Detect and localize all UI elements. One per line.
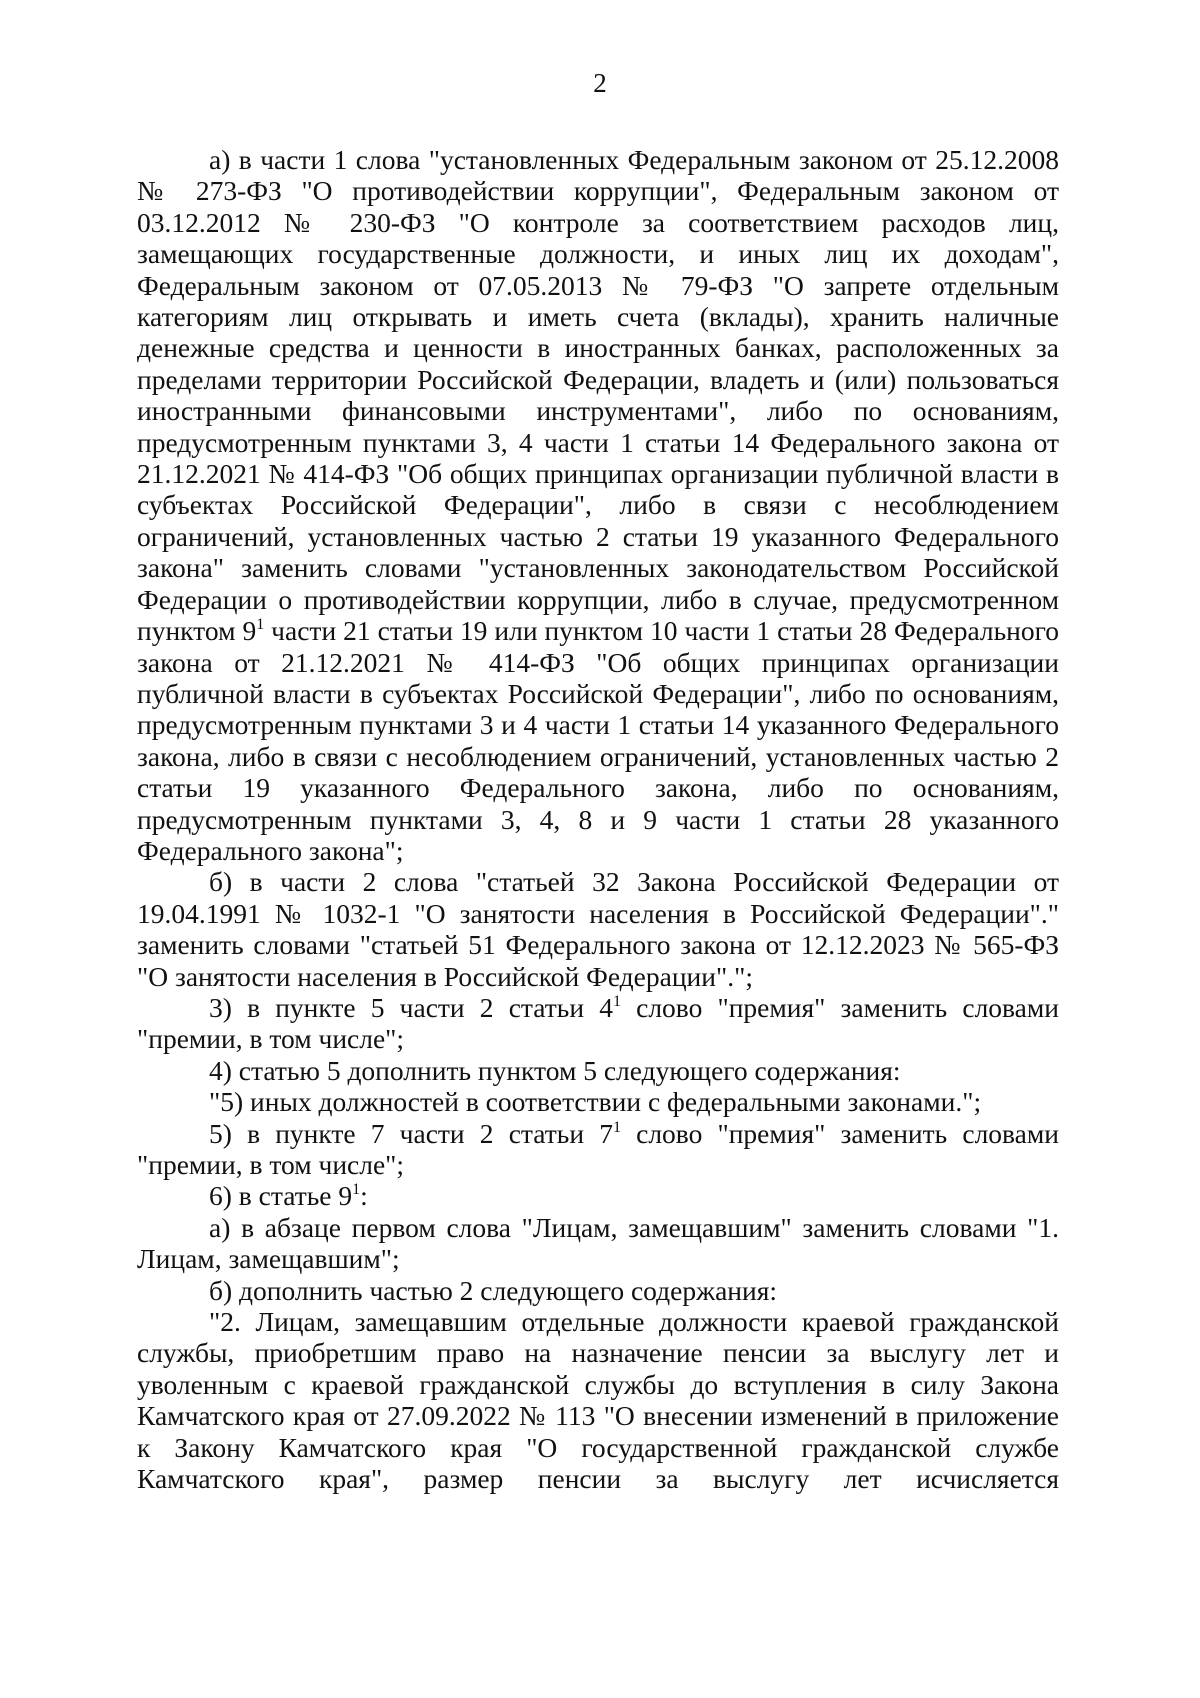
text-run: б) в части 2 слова "статьей 32 Закона Российской Федерации от 19.04.1991 № 1032-1 "О занятости населения в Российской Федерации"." заменить словами "статьей 51 Федерального закона от 12.12.2023 № 565-ФЗ "О занятости населения в Российской Федерации"."; [137, 866, 1059, 992]
text-run: слово "премия" заменить словами "премии, в том числе"; [137, 1117, 1059, 1180]
paragraph [137, 992, 1059, 1055]
paragraph [137, 866, 1059, 992]
text-run: а) в абзаце первом слова "Лицам, замещавшим" заменить словами "1. Лицам, замещавшим"; [137, 1211, 1059, 1275]
superscript: 1 [352, 1181, 361, 1199]
document-body [137, 144, 1059, 1494]
paragraph [137, 144, 1059, 866]
page-number: 2 [593, 68, 607, 98]
superscript: 1 [256, 616, 265, 634]
text-run: слово "премия" заменить словами "премии, в том числе"; [137, 991, 1059, 1055]
text-run: 3) в пункте 5 части 2 статьи 4 [209, 991, 613, 1023]
paragraph [137, 1306, 1059, 1494]
text-run: "2. Лицам, замещавшим отдельные должности краевой гражданской службы, приобретшим право на назначение пенсии за выслугу лет и уволенным с краевой гражданской службы до вступления в силу Закона Камчатского края от 27.09.2022 № 113 "О внесении изменений в приложение к Закону Камчатского края "О государственной гражданской службе Камчатского края", размер пенсии за выслугу лет исчисляется [137, 1306, 1059, 1495]
text-run: : [360, 1180, 368, 1212]
text-run: 4) статью 5 дополнить пунктом 5 следующего содержания: [209, 1054, 901, 1086]
text-run: б) дополнить частью 2 следующего содержания: [209, 1274, 778, 1306]
paragraph [137, 1212, 1059, 1275]
text-run: "5) иных должностей в соответствии с федеральными законами."; [209, 1086, 982, 1118]
superscript: 1 [612, 1118, 621, 1136]
superscript: 1 [612, 992, 621, 1010]
paragraph [137, 1118, 1059, 1181]
text-run: а) в части 1 слова "установленных Федеральным законом от 25.12.2008 № 273-ФЗ "О противодействии коррупции", Федеральным законом от 03.12.2012 № 230-ФЗ "О контроле за соответствием расходов лиц, замещающих государственные должности, и иных лиц их доходам", Федеральным законом от 07.05.2013 № 79-ФЗ "О запрете отдельным категориям лиц открывать и иметь счета (вклады), хранить наличные денежные средства и ценности в иностранных банках, расположенных за пределами территории Российской Федерации, владеть и (или) пользоваться иностранными финансовыми инструментами", либо по основаниям, предусмотренным пунктами 3, 4 части 1 статьи 14 Федерального закона от 21.12.2021 № 414-ФЗ "Об общих принципах организации публичной власти в субъектах Российской Федерации", либо в связи с несоблюдением ограничений, установленных частью 2 статьи 19 указанного Федерального закона" заменить словами "установленных законодательством Российской Федерации о противодействии коррупции, либо в случае, предусмотренном пунктом 9 [137, 144, 1059, 647]
text-run: 5) в пункте 7 части 2 статьи 7 [209, 1117, 613, 1149]
paragraph [137, 1055, 1059, 1086]
paragraph [137, 1275, 1059, 1306]
paragraph [137, 1180, 1059, 1211]
paragraph [137, 1086, 1059, 1117]
text-run: части 21 статьи 19 или пунктом 10 части 1 статьи 28 Федерального закона от 21.12.2021 № 414-ФЗ "Об общих принципах организации публичной власти в субъектах Российской Федерации", либо по основаниям, предусмотренным пунктами 3 и 4 части 1 статьи 14 указанного Федерального закона, либо в связи с несоблюдением ограничений, установленных частью 2 статьи 19 указанного Федерального закона, либо по основаниям, предусмотренным пунктами 3, 4, 8 и 9 части 1 статьи 28 указанного Федерального закона"; [137, 615, 1059, 866]
text-run: 6) в статье 9 [209, 1180, 353, 1212]
